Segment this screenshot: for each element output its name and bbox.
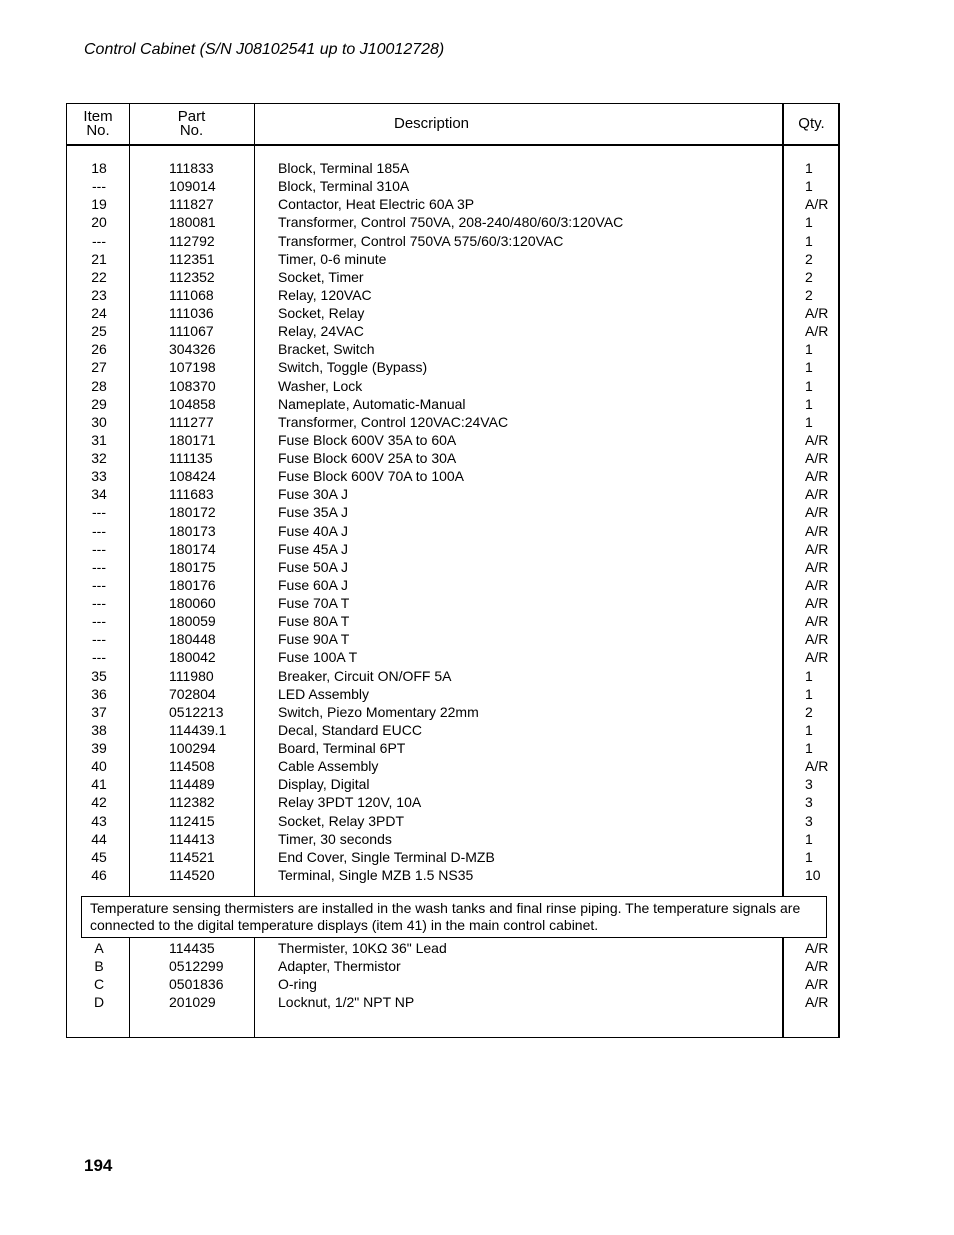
table-row	[67, 304, 838, 322]
page-title: Control Cabinet (S/N J08102541 up to J10012728)	[84, 41, 445, 58]
table-row	[67, 467, 838, 485]
description: Timer, 30 seconds	[278, 830, 392, 847]
description: Terminal, Single MZB 1.5 NS35	[278, 866, 474, 883]
table-row	[67, 177, 838, 195]
part-no: 180060	[169, 595, 216, 611]
col-header-item	[67, 104, 129, 144]
item-no: ---	[92, 595, 106, 611]
part-no: 109014	[169, 178, 216, 195]
part-no: 111068	[169, 286, 214, 303]
table-row	[67, 612, 838, 630]
table-row	[67, 558, 838, 576]
quantity: 1	[805, 160, 813, 176]
table-row	[67, 395, 838, 413]
table-row	[67, 195, 838, 213]
description: Fuse 60A J	[278, 576, 349, 593]
description: Fuse Block 600V 35A to 60A	[278, 431, 457, 448]
header-rule	[67, 144, 838, 146]
table-row	[67, 630, 838, 648]
table-row	[67, 793, 838, 811]
description: Washer, Lock	[278, 377, 363, 394]
table-row	[67, 775, 838, 793]
item-no: 43	[91, 812, 107, 829]
table-row	[67, 757, 838, 775]
quantity: 3	[805, 794, 813, 811]
parts-list	[67, 159, 838, 884]
quantity: A/R	[805, 468, 829, 485]
quantity: 1	[805, 232, 813, 249]
item-no: 40	[91, 758, 107, 775]
item-no: 21	[91, 250, 107, 267]
quantity: 2	[805, 286, 813, 303]
table-row	[67, 830, 838, 848]
table-row	[67, 268, 838, 286]
item-no: 45	[91, 848, 107, 865]
description: Relay 3PDT 120V, 10A	[278, 794, 422, 811]
description: Fuse 70A T	[278, 595, 350, 611]
table-row	[67, 340, 838, 358]
description: Socket, Timer	[278, 268, 364, 285]
item-no: ---	[92, 613, 106, 630]
description: Board, Terminal 6PT	[278, 740, 406, 756]
item-no: ---	[92, 504, 106, 521]
item-no: 30	[91, 413, 107, 430]
description: Transformer, Control 750VA, 208-240/480/60/3:120VAC	[278, 214, 624, 231]
thermister-parts-list	[67, 939, 838, 1012]
table-row	[67, 721, 838, 739]
quantity: A/R	[805, 450, 829, 466]
col-header-description	[254, 104, 609, 144]
col-header-qty-label: Qty.	[798, 115, 825, 132]
col-header-part-line2: No.	[179, 122, 204, 139]
table-row	[67, 993, 838, 1011]
item-no: 23	[91, 286, 107, 303]
item-no: 31	[91, 431, 107, 448]
quantity: A/R	[805, 940, 829, 956]
table-row	[67, 431, 838, 449]
description: Decal, Standard EUCC	[278, 721, 422, 738]
quantity: 2	[805, 703, 813, 720]
description: Timer, 0-6 minute	[278, 250, 387, 267]
table-row	[67, 812, 838, 830]
quantity: A/R	[805, 595, 829, 611]
description: Fuse 50A J	[278, 558, 349, 575]
part-no: 112351	[169, 250, 215, 267]
part-no: 114508	[169, 758, 215, 775]
description: LED Assembly	[278, 685, 370, 702]
part-no: 180081	[169, 214, 216, 231]
description: Thermister, 10KΩ 36" Lead	[278, 940, 447, 956]
description: Switch, Piezo Momentary 22mm	[278, 703, 479, 720]
item-no: 24	[91, 305, 107, 321]
part-no: 114489	[169, 776, 215, 793]
col-header-part	[129, 104, 254, 144]
quantity: 1	[805, 359, 813, 376]
quantity: 1	[805, 178, 813, 195]
table-row	[67, 413, 838, 431]
part-no: 111683	[169, 486, 214, 503]
part-no: 180176	[169, 576, 216, 593]
item-no: 22	[91, 268, 107, 285]
col-header-part-line1: Part	[177, 108, 206, 125]
table-row	[67, 667, 838, 685]
table-row	[67, 540, 838, 558]
item-no: 46	[91, 866, 107, 883]
part-no: 0501836	[169, 976, 224, 993]
table-row	[67, 522, 838, 540]
part-no: 111135	[169, 450, 213, 466]
part-no: 111036	[169, 305, 214, 321]
table-row	[67, 232, 838, 250]
item-no: ---	[92, 631, 106, 648]
item-no: 18	[91, 160, 107, 176]
quantity: 1	[805, 685, 813, 702]
item-no: 35	[91, 667, 107, 684]
item-no: B	[94, 958, 104, 975]
description: Fuse Block 600V 70A to 100A	[278, 468, 465, 485]
quantity: A/R	[805, 196, 829, 213]
part-no: 114439.1	[169, 721, 227, 738]
item-no: 36	[91, 685, 107, 702]
part-no: 180175	[169, 558, 216, 575]
description: Switch, Toggle (Bypass)	[278, 359, 428, 376]
parts-table	[66, 103, 840, 1038]
description: Block, Terminal 185A	[278, 160, 410, 176]
table-row	[67, 377, 838, 395]
quantity: A/R	[805, 576, 829, 593]
table-row	[67, 576, 838, 594]
description: Locknut, 1/2" NPT NP	[278, 994, 415, 1011]
thermister-note: Temperature sensing thermisters are installed in the wash tanks and final rinse piping. The temperature signals are connected to the digital temperature displays (item 41) in the main control cabinet.	[81, 896, 827, 938]
quantity: A/R	[805, 486, 829, 503]
table-row	[67, 866, 838, 884]
table-row	[67, 975, 838, 993]
part-no: 180171	[169, 431, 216, 448]
col-header-item-line2: No.	[86, 122, 110, 139]
table-row	[67, 322, 838, 340]
quantity: 2	[805, 250, 813, 267]
part-no: 100294	[169, 740, 216, 756]
table-row	[67, 503, 838, 521]
description: Bracket, Switch	[278, 341, 375, 358]
description: Fuse 40A J	[278, 522, 349, 539]
quantity: A/R	[805, 323, 829, 340]
item-no: 25	[91, 323, 107, 340]
item-no: 42	[91, 794, 107, 811]
item-no: ---	[92, 576, 106, 593]
part-no: 180042	[169, 649, 216, 666]
table-row	[67, 159, 838, 177]
quantity: A/R	[805, 649, 829, 666]
item-no: C	[93, 976, 105, 993]
quantity: 3	[805, 812, 813, 829]
description: Fuse 30A J	[278, 486, 349, 503]
quantity: A/R	[805, 522, 829, 539]
quantity: A/R	[805, 758, 829, 775]
item-no: ---	[92, 649, 106, 666]
quantity: 1	[805, 395, 813, 412]
part-no: 112415	[169, 812, 215, 829]
description: Cable Assembly	[278, 758, 379, 775]
part-no: 0512299	[169, 958, 224, 975]
quantity: 1	[805, 214, 813, 231]
table-row	[67, 957, 838, 975]
item-no: 44	[91, 830, 107, 847]
item-no: 26	[91, 341, 107, 358]
part-no: 107198	[169, 359, 216, 376]
table-row	[67, 848, 838, 866]
quantity: A/R	[805, 994, 829, 1011]
quantity: 3	[805, 776, 813, 793]
part-no: 180174	[169, 540, 216, 557]
description: Relay, 120VAC	[278, 286, 372, 303]
quantity: 2	[805, 268, 813, 285]
table-row	[67, 685, 838, 703]
description: Transformer, Control 120VAC:24VAC	[278, 413, 509, 430]
table-row	[67, 250, 838, 268]
part-no: 180173	[169, 522, 216, 539]
quantity: 1	[805, 667, 813, 684]
item-no: 33	[91, 468, 107, 485]
description: Adapter, Thermistor	[278, 958, 401, 975]
part-no: 180448	[169, 631, 216, 648]
quantity: 1	[805, 830, 813, 847]
description: Socket, Relay 3PDT	[278, 812, 405, 829]
part-no: 114435	[169, 940, 215, 956]
description: Display, Digital	[278, 776, 370, 793]
item-no: A	[94, 940, 104, 956]
description: Fuse Block 600V 25A to 30A	[278, 450, 457, 466]
item-no: D	[93, 994, 105, 1011]
quantity: 1	[805, 341, 813, 358]
quantity: A/R	[805, 976, 829, 993]
description: Socket, Relay	[278, 305, 365, 321]
quantity: 1	[805, 740, 813, 756]
page-number: 194	[84, 1156, 113, 1175]
item-no: 41	[91, 776, 107, 793]
part-no: 114521	[169, 848, 215, 865]
quantity: A/R	[805, 631, 829, 648]
quantity: A/R	[805, 613, 829, 630]
part-no: 180172	[169, 504, 216, 521]
part-no: 112792	[169, 232, 215, 249]
table-row	[67, 286, 838, 304]
part-no: 114413	[169, 830, 215, 847]
part-no: 111277	[169, 413, 214, 430]
quantity: A/R	[805, 540, 829, 557]
description: Breaker, Circuit ON/OFF 5A	[278, 667, 452, 684]
part-no: 702804	[169, 685, 216, 702]
table-row	[67, 739, 838, 757]
description: Fuse 100A T	[278, 649, 358, 666]
col-header-qty	[784, 104, 839, 144]
item-no: 39	[91, 740, 107, 756]
table-row	[67, 594, 838, 612]
quantity: A/R	[805, 504, 829, 521]
description: Transformer, Control 750VA 575/60/3:120VAC	[278, 232, 564, 249]
part-no: 304326	[169, 341, 216, 358]
part-no: 108370	[169, 377, 216, 394]
description: Fuse 90A T	[278, 631, 350, 648]
part-no: 114520	[169, 866, 215, 883]
item-no: 20	[91, 214, 107, 231]
quantity: A/R	[805, 431, 829, 448]
table-row	[67, 358, 838, 376]
part-no: 108424	[169, 468, 216, 485]
description: Fuse 35A J	[278, 504, 349, 521]
item-no: 37	[91, 703, 107, 720]
quantity: 10	[805, 866, 821, 883]
item-no: 34	[91, 486, 107, 503]
item-no: ---	[92, 540, 106, 557]
part-no: 104858	[169, 395, 216, 412]
description: O-ring	[278, 976, 317, 993]
item-no: 32	[91, 450, 107, 466]
quantity: A/R	[805, 558, 829, 575]
part-no: 112352	[169, 268, 215, 285]
table-row	[67, 449, 838, 467]
description: End Cover, Single Terminal D-MZB	[278, 848, 495, 865]
col-header-description-label: Description	[393, 115, 470, 132]
part-no: 201029	[169, 994, 216, 1011]
description: Fuse 45A J	[278, 540, 349, 557]
part-no: 180059	[169, 613, 216, 630]
item-no: ---	[92, 232, 106, 249]
item-no: ---	[92, 522, 106, 539]
item-no: 19	[91, 196, 107, 213]
description: Nameplate, Automatic-Manual	[278, 395, 466, 412]
table-row	[67, 648, 838, 666]
table-row	[67, 939, 838, 957]
part-no: 111827	[169, 196, 214, 213]
item-no: 38	[91, 721, 107, 738]
quantity: A/R	[805, 958, 829, 975]
quantity: 1	[805, 377, 813, 394]
part-no: 112382	[169, 794, 215, 811]
description: Contactor, Heat Electric 60A 3P	[278, 196, 475, 213]
part-no: 0512213	[169, 703, 224, 720]
item-no: 29	[91, 395, 107, 412]
item-no: 28	[91, 377, 107, 394]
description: Fuse 80A T	[278, 613, 350, 630]
table-row	[67, 213, 838, 231]
part-no: 111833	[169, 160, 214, 176]
item-no: ---	[92, 558, 106, 575]
quantity: 1	[805, 848, 813, 865]
item-no: 27	[91, 359, 107, 376]
item-no: ---	[92, 178, 106, 195]
part-no: 111067	[169, 323, 214, 340]
description: Relay, 24VAC	[278, 323, 364, 340]
part-no: 111980	[169, 667, 214, 684]
quantity: 1	[805, 413, 813, 430]
quantity: A/R	[805, 305, 829, 321]
table-row	[67, 485, 838, 503]
description: Block, Terminal 310A	[278, 178, 410, 195]
quantity: 1	[805, 721, 813, 738]
col-header-item-line1: Item	[83, 108, 113, 125]
table-row	[67, 703, 838, 721]
